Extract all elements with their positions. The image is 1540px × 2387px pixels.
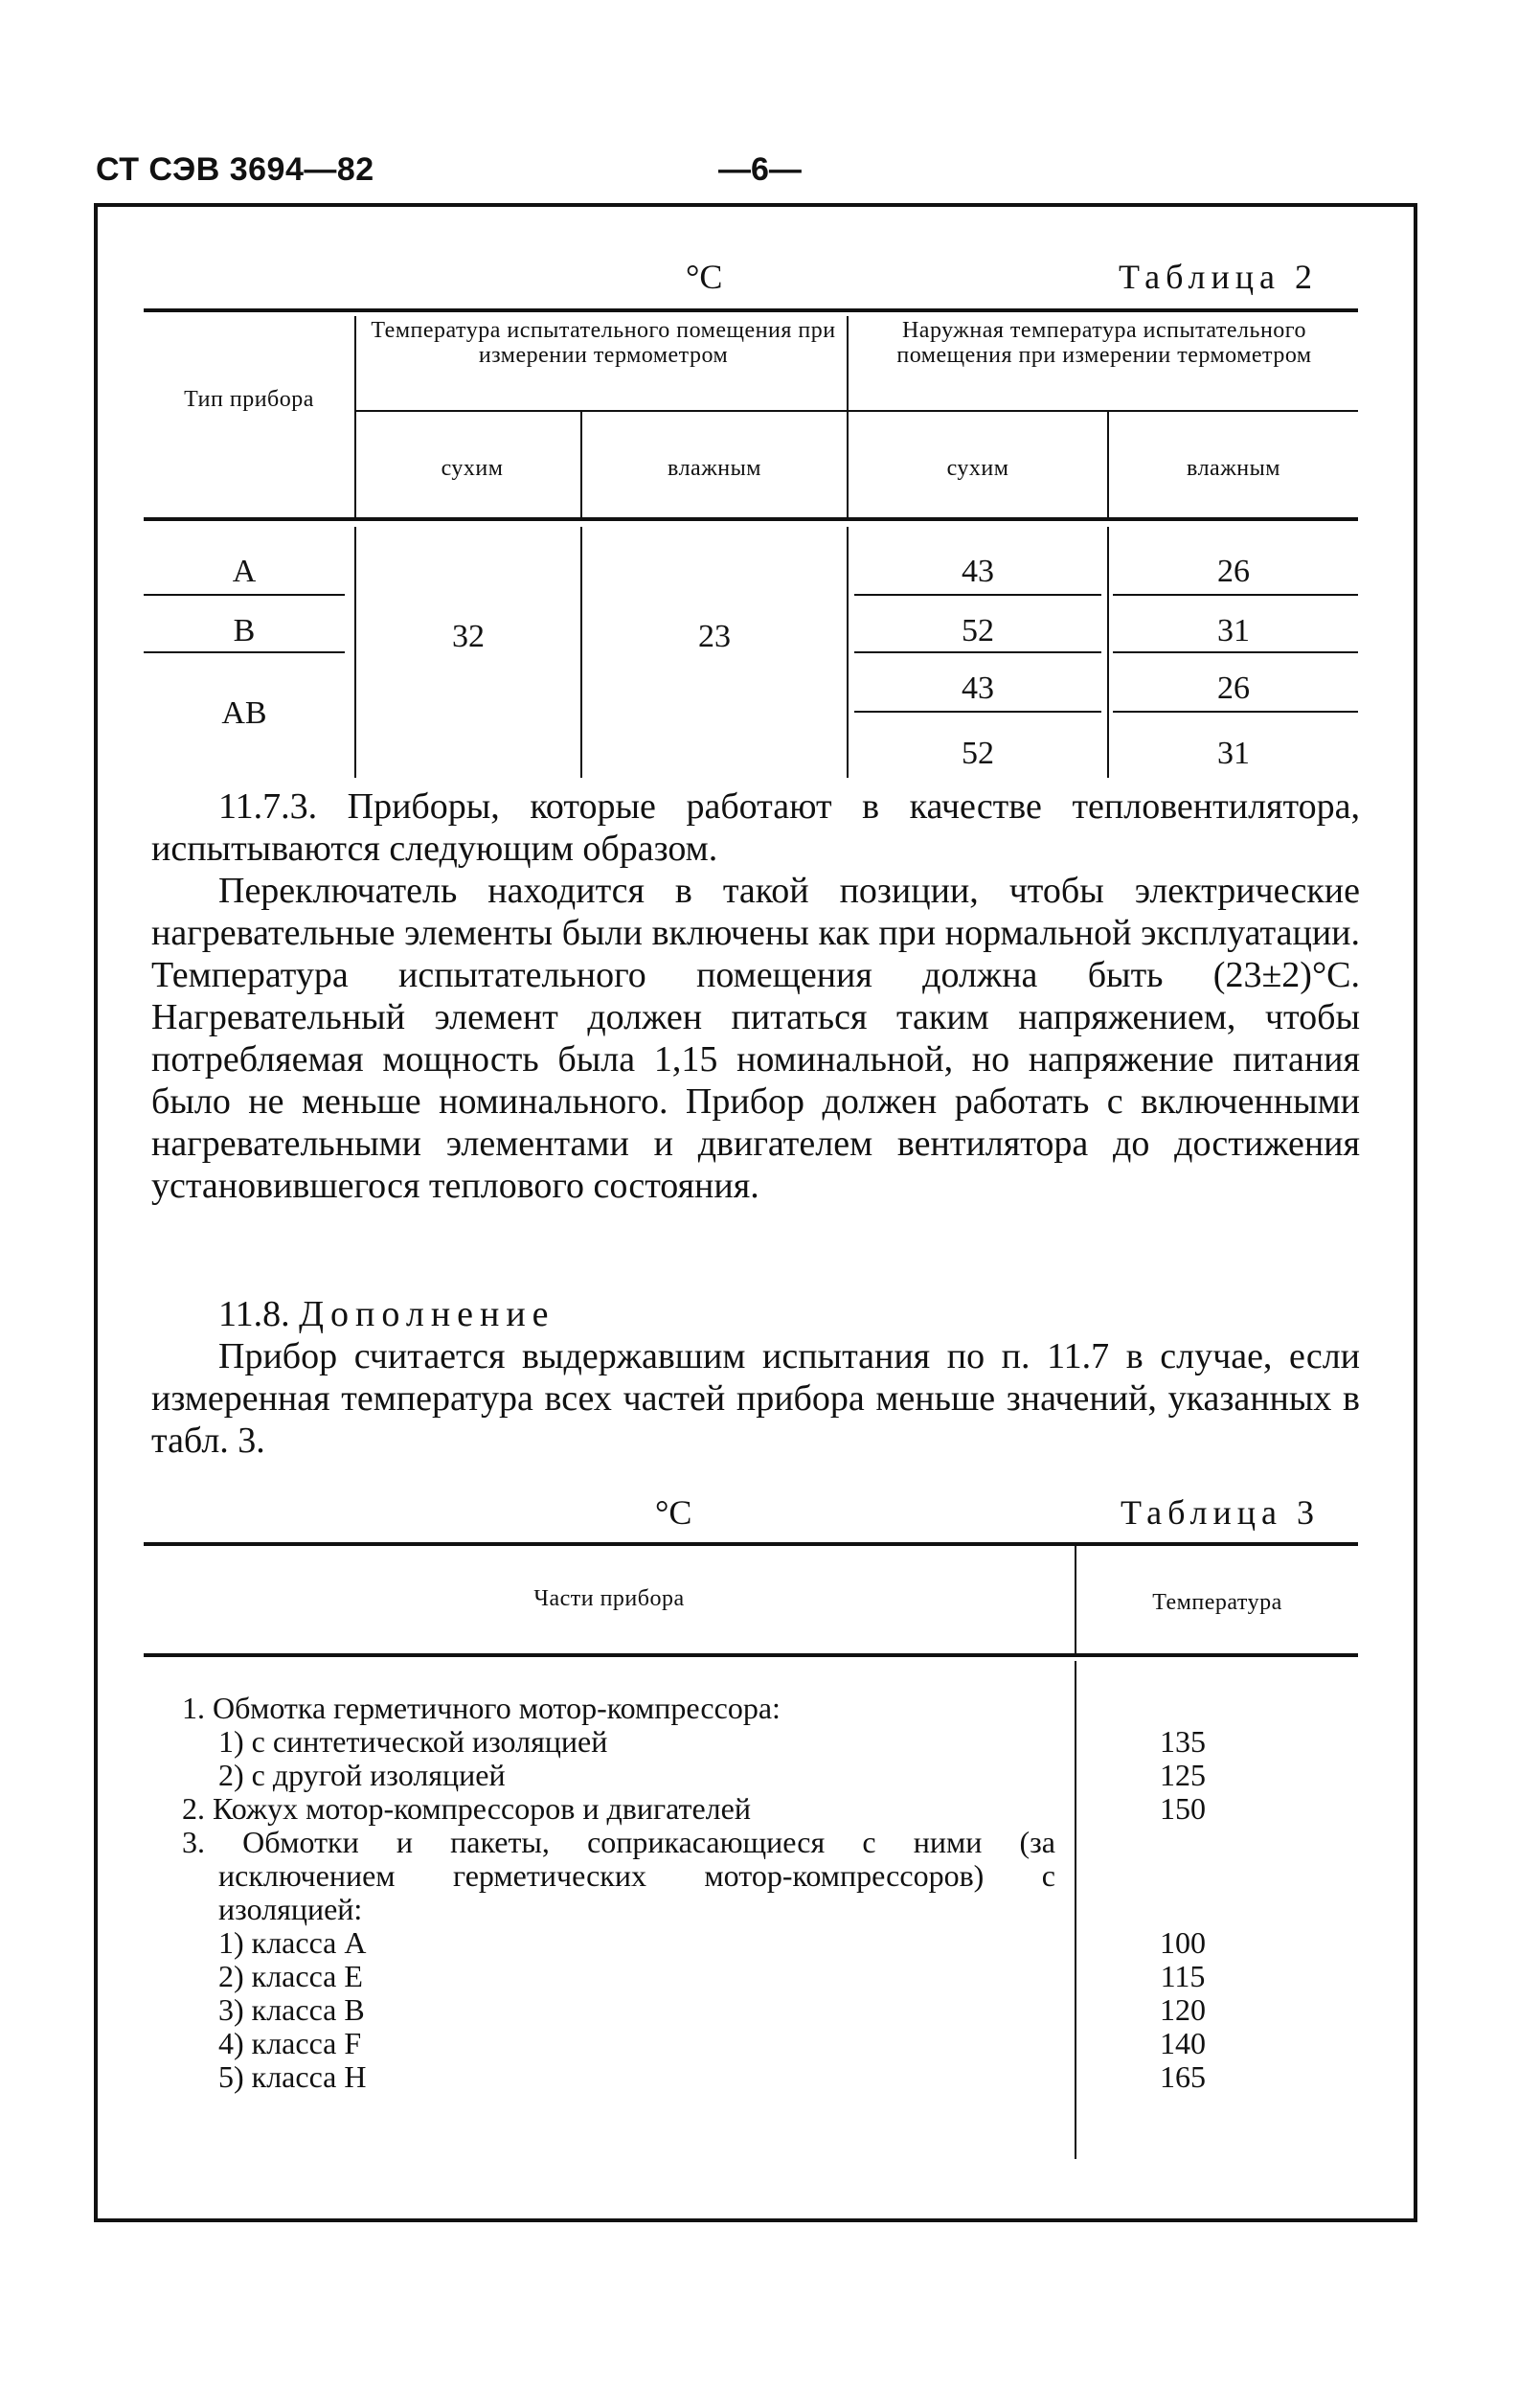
- table2-cell-type: В: [233, 613, 256, 648]
- page-number: —6—: [718, 151, 802, 188]
- table2-cell-outer-wet: 26: [1217, 554, 1250, 589]
- table2-cell-outer-dry: 43: [962, 554, 994, 589]
- paragraph-procedure: Переключатель находится в такой позиции, чтобы электрические нагревательные элементы были включены как при нормальной эксплуатации. Температура испытательного помещения должна быть (23±2)°С. Нагревательный элемент должен питаться таким напряжением, чтобы потребляемая мощность была 1,15 номинальной, но напряжение питания было не меньше номинального. Прибор должен работать с включенными нагревательными элементами и двигателем вентилятора до достижения установившегося теплового состояния.: [151, 871, 1360, 1206]
- table3-value: 150: [1160, 1791, 1206, 1826]
- table2-top-rule: [144, 308, 1358, 312]
- table2-cell-room-dry: 32: [452, 619, 485, 654]
- frame-bottom-border: [94, 2218, 1417, 2222]
- paragraph-addition: Прибор считается выдержавшим испытания по п. 11.7 в случае, если измеренная температура всех частей прибора меньше значений, указанных в табл. 3.: [151, 1336, 1360, 1461]
- paragraph-11-7-3: 11.7.3. Приборы, которые работают в качестве тепловентилятора, испытываются следующим образом.: [151, 786, 1360, 869]
- table2-cell-type: АВ: [221, 695, 267, 731]
- table3-item: 2) с другой изоляцией: [218, 1758, 506, 1792]
- section-title: Дополнение: [299, 1294, 555, 1334]
- table2-cell-outer-wet: 31: [1217, 736, 1250, 771]
- table2-cell-room-wet: 23: [698, 619, 731, 654]
- section-11-8: [218, 1293, 1358, 1335]
- frame-top-border: [94, 203, 1417, 207]
- table2-row-rule: [854, 594, 1101, 596]
- table2-row-rule: [144, 651, 345, 653]
- table3-item: 1) класса А: [218, 1925, 367, 1960]
- table3-value: 115: [1160, 1959, 1206, 1993]
- table2-unit: °С: [686, 258, 723, 296]
- table2-row-rule: [854, 651, 1101, 653]
- section-number: 11.8.: [218, 1294, 290, 1334]
- table2-cell-outer-wet: 26: [1217, 671, 1250, 706]
- table3-item: 4) класса F: [218, 2026, 362, 2060]
- table3-value: 165: [1160, 2059, 1206, 2094]
- table3-top-rule: [144, 1542, 1358, 1546]
- table3-item: изоляцией:: [218, 1892, 363, 1926]
- table3-title: Таблица 3: [1121, 1493, 1320, 1532]
- table3-item: исключением герметических мотор-компрессоров) с: [218, 1858, 1055, 1893]
- table3-item: 1. Обмотка герметичного мотор-компрессора:: [182, 1691, 781, 1725]
- table3-item: 3. Обмотки и пакеты, соприкасающиеся с ними (за: [182, 1825, 1055, 1859]
- table2-row-rule: [854, 711, 1101, 713]
- table2-col-type: Тип прибора: [184, 387, 314, 412]
- table3-value: 100: [1160, 1925, 1206, 1960]
- table3-value: 140: [1160, 2026, 1206, 2060]
- table3-col-temp: Температура: [1152, 1590, 1282, 1615]
- table2-cell-outer-dry: 52: [962, 613, 994, 648]
- table2-group-room: Температура испытательного помещения при измерении термометром: [371, 318, 836, 368]
- table3-item: 3) класса В: [218, 1992, 365, 2027]
- table2-row-rule: [144, 594, 345, 596]
- table2-title: Таблица 2: [1119, 258, 1318, 296]
- table3-item: 2) класса Е: [218, 1959, 363, 1993]
- table2-group-outer: Наружная температура испытательного помещения при измерении термометром: [896, 318, 1312, 368]
- table2-cell-type: А: [232, 554, 257, 589]
- table2-divider: [354, 316, 356, 517]
- table3-value: 125: [1160, 1758, 1206, 1792]
- frame-left-border: [94, 203, 98, 2222]
- table2-cell-outer-dry: 52: [962, 736, 994, 771]
- table3-unit: °С: [655, 1493, 692, 1532]
- table3-header-bottom-rule: [144, 1653, 1358, 1657]
- table3-value: 120: [1160, 1992, 1206, 2027]
- table3-item: 5) класса Н: [218, 2059, 367, 2094]
- table3-value: 135: [1160, 1724, 1206, 1759]
- table2-sub-wet-1: влажным: [668, 456, 761, 481]
- table3-item: 2. Кожух мотор-компрессоров и двигателей: [182, 1791, 751, 1826]
- table2-header-bottom-rule: [144, 517, 1358, 521]
- table2-row-rule: [1113, 594, 1358, 596]
- table2-sub-dry-2: сухим: [946, 456, 1009, 481]
- table2-divider: [847, 316, 849, 517]
- table2-row-rule: [1113, 711, 1358, 713]
- table2-header-rule: [356, 410, 1358, 412]
- table2-cell-outer-wet: 31: [1217, 613, 1250, 648]
- table2-sub-wet-2: влажным: [1187, 456, 1280, 481]
- table2-sub-dry-1: сухим: [441, 456, 504, 481]
- frame-right-border: [1414, 203, 1417, 2222]
- table3-item: 1) с синтетической изоляцией: [218, 1724, 608, 1759]
- table3-col-parts: Части прибора: [533, 1586, 685, 1611]
- standard-code: СТ СЭВ 3694—82: [96, 151, 374, 188]
- table2-row-rule: [1113, 651, 1358, 653]
- table2-cell-outer-dry: 43: [962, 671, 994, 706]
